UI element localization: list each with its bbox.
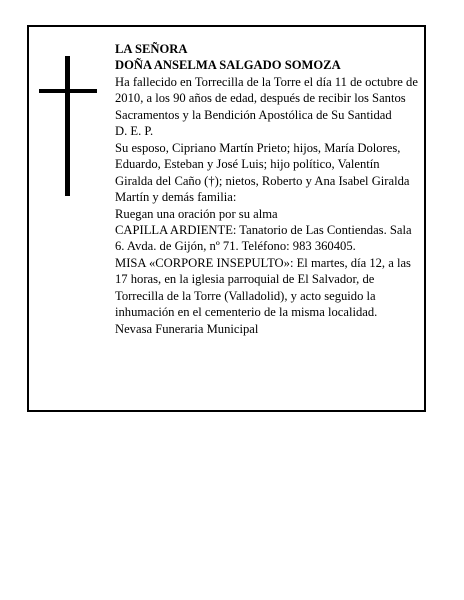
cross-horizontal-bar: [39, 89, 97, 93]
death-announcement: Ha fallecido en Torrecilla de la Torre el día 11 de octubre de 2010, a los 90 años de edad, después de recibir los Santos Sacramentos y la Bendición Apostólica de Su Santidad: [115, 74, 418, 122]
funeral-home: Nevasa Funeraria Municipal: [115, 321, 259, 336]
cross-vertical-bar: [65, 56, 70, 196]
prayer-request: Ruegan una oración por su alma: [115, 206, 278, 221]
deceased-name: DOÑA ANSELMA SALGADO SOMOZA: [115, 58, 341, 73]
mass-info: MISA «CORPORE INSEPULTO»: El martes, día 12, a las 17 horas, en la iglesia parroquial de El Salvador, de Torrecilla de la Torre (Valladolid), y acto seguido la inhumación en el cementerio de la misma localidad.: [115, 255, 411, 320]
chapel-info: CAPILLA ARDIENTE: Tanatorio de Las Contiendas. Sala 6. Avda. de Gijón, nº 71. Teléfono: 983 360405.: [115, 222, 412, 254]
family-list: Su esposo, Cipriano Martín Prieto; hijos, María Dolores, Eduardo, Esteban y José Luis; hijo político, Valentín Giralda del Caño (†); nietos, Roberto y Ana Isabel Giralda Martín y demás familia:: [115, 140, 410, 205]
rip-line: D. E. P.: [115, 124, 154, 139]
notice-title: LA SEÑORA: [115, 42, 188, 56]
obituary-notice: [27, 25, 426, 412]
cross-icon: [39, 56, 97, 196]
notice-text: [115, 41, 420, 337]
